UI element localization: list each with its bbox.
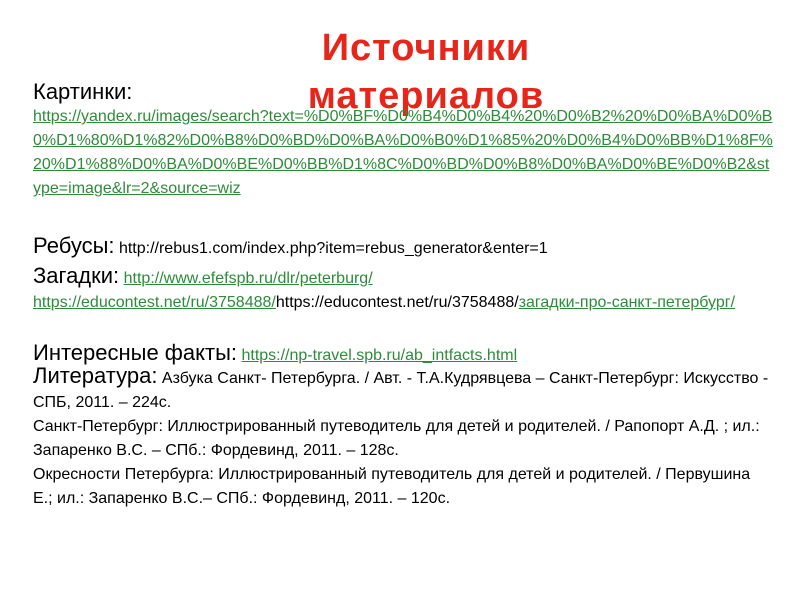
riddles-text: https://educontest.net/ru/3758488/ — [275, 294, 519, 311]
rebus-section — [33, 232, 773, 261]
rebus-label: Ребусы: — [33, 233, 115, 258]
literature-item-1: Азбука Санкт- Петербурга. / Авт. - Т.А.Кудрявцева – Санкт-Петербург: Искусство - СПБ, 2011. – 224с. — [33, 370, 769, 411]
literature-item-3: Окресности Петербурга: Иллюстрированный путеводитель для детей и родителей. / Первушина Е.; ил.: Запаренко В.С.– СПб.: Фордевинд, 2011. – 120с. — [33, 466, 751, 507]
riddles-label: Загадки: — [33, 263, 120, 288]
facts-link[interactable]: https://np-travel.spb.ru/ab_intfacts.html — [241, 347, 518, 364]
riddles-link-2[interactable]: https://educontest.net/ru/3758488/ — [33, 294, 276, 311]
pictures-section — [33, 78, 773, 201]
literature-section — [33, 362, 773, 511]
pictures-link[interactable]: https://yandex.ru/images/search?text=%D0%BF%D0%B4%D0%B4%20%D0%B2%20%D0%BA%D0%B0%D1%80%D1%82%D0%B8%D0%BD%D0%BA%D0%B0%D1%85%20%D0%B4%D0%BB%D1%8F%20%D1%88%D0%BA%D0%BE%D0%BB%D1%8C%D0%BD%D0%B8%D0%BA%D0%BE%D0%B2&stype=image&lr=2&source=wiz — [33, 108, 773, 197]
page-title: Источники материалов — [307, 27, 545, 117]
pictures-label: Картинки: — [33, 79, 133, 104]
facts-label: Интересные факты: — [33, 340, 238, 365]
literature-item-2: Санкт-Петербург: Иллюстрированный путеводитель для детей и родителей. / Рапопорт А.Д. ; ил.: Запаренко В.С. – СПб.: Фордевинд, 2011. – 128с. — [33, 418, 760, 459]
riddles-link-3[interactable]: загадки-про-санкт-петербург/ — [518, 294, 736, 311]
literature-label: Литература: — [33, 363, 158, 388]
riddles-link-1[interactable]: http://www.efefspb.ru/dlr/peterburg/ — [123, 270, 373, 287]
rebus-url: http://rebus1.com/index.php?item=rebus_generator&enter=1 — [118, 240, 548, 257]
riddles-section — [33, 262, 773, 315]
